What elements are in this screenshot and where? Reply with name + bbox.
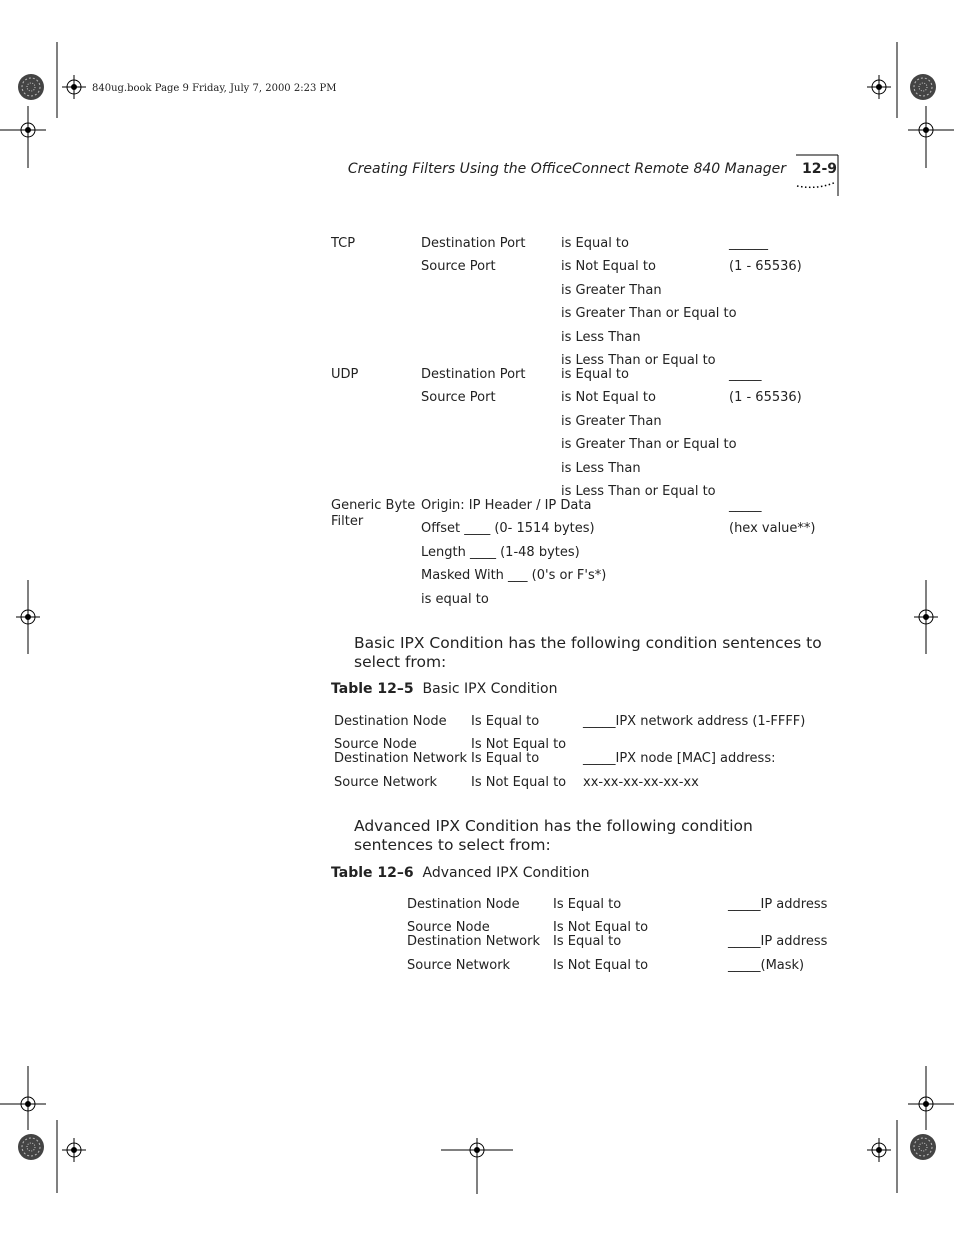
operator-label: Is Equal to — [471, 751, 540, 766]
operator-label: is Less Than or Equal to — [561, 484, 716, 499]
operator-label: is Greater Than — [561, 414, 662, 429]
field-label: Source Network — [407, 958, 511, 973]
field-label: Source Node — [407, 920, 490, 935]
value-label: _____IPX network address (1-FFFF) — [583, 714, 806, 729]
page-corner-dots — [797, 182, 836, 187]
value-hex: (hex value**) — [729, 521, 816, 536]
value-label: _____IP address — [728, 934, 828, 949]
field-label: Source Network — [334, 775, 438, 790]
value-blank: _____ — [729, 498, 762, 513]
operator-label: Is Not Equal to — [471, 775, 567, 790]
value-range: (1 - 65536) — [729, 259, 802, 274]
operator-label: is Less Than — [561, 461, 641, 476]
value-label: _____IP address — [728, 897, 828, 912]
value-blank: _____ — [729, 367, 762, 382]
operator-label: is Equal to — [561, 236, 629, 251]
field-label: Destination Node — [407, 897, 520, 912]
field-label: Masked With ___ (0's or F's*) — [421, 568, 607, 583]
operator-label: is Not Equal to — [561, 259, 656, 274]
value-range: (1 - 65536) — [729, 390, 802, 405]
operator-label: Is Not Equal to — [553, 958, 649, 973]
operator-label: Is Equal to — [471, 714, 540, 729]
value-label: xx-xx-xx-xx-xx-xx — [583, 775, 699, 790]
field-label: Source Port — [421, 390, 496, 405]
field-label: is equal to — [421, 592, 489, 607]
advanced-ipx-intro: Advanced IPX Condition has the following condition sentences to select from: — [354, 817, 753, 854]
operator-label: is Greater Than or Equal to — [561, 437, 737, 452]
table-caption-title: Basic IPX Condition — [422, 681, 558, 697]
table-caption-label: Table 12–6 — [331, 865, 414, 881]
field-label: Source Port — [421, 259, 496, 274]
table-caption-title: Advanced IPX Condition — [422, 865, 590, 881]
operator-label: Is Not Equal to — [553, 920, 649, 935]
field-label: Destination Node — [334, 714, 447, 729]
protocol-label: Filter — [331, 514, 364, 529]
operator-label: Is Equal to — [553, 934, 622, 949]
field-label: Length ____ (1-48 bytes) — [421, 545, 580, 560]
field-label: Destination Network — [407, 934, 541, 949]
operator-label: Is Equal to — [553, 897, 622, 912]
protocol-label: UDP — [331, 367, 359, 382]
operator-label: is Greater Than or Equal to — [561, 306, 737, 321]
field-label: Destination Port — [421, 367, 526, 382]
print-slug: 840ug.book Page 9 Friday, July 7, 2000 2:23 PM — [92, 83, 337, 94]
operator-label: is Equal to — [561, 367, 629, 382]
table-caption — [331, 865, 590, 881]
operator-label: Is Not Equal to — [471, 737, 567, 752]
operator-label: is Less Than or Equal to — [561, 353, 716, 368]
running-header-title: Creating Filters Using the OfficeConnect Remote 840 Manager — [347, 161, 786, 177]
protocol-label: TCP — [331, 236, 356, 251]
protocol-label: Generic Byte — [331, 498, 416, 513]
field-label: Destination Network — [334, 751, 468, 766]
value-label: _____(Mask) — [728, 958, 805, 973]
operator-label: is Not Equal to — [561, 390, 656, 405]
field-label: Destination Port — [421, 236, 526, 251]
value-label: _____IPX node [MAC] address: — [583, 751, 776, 766]
field-label: Origin: IP Header / IP Data — [421, 498, 592, 513]
basic-ipx-intro: Basic IPX Condition has the following condition sentences to select from: — [354, 634, 822, 671]
value-blank: ______ — [729, 236, 768, 251]
operator-label: is Greater Than — [561, 283, 662, 298]
table-caption — [331, 681, 557, 697]
table-caption-label: Table 12–5 — [331, 681, 414, 697]
operator-label: is Less Than — [561, 330, 641, 345]
field-label: Offset ____ (0- 1514 bytes) — [421, 521, 595, 536]
field-label: Source Node — [334, 737, 417, 752]
page-number: 12-9 — [802, 161, 838, 177]
